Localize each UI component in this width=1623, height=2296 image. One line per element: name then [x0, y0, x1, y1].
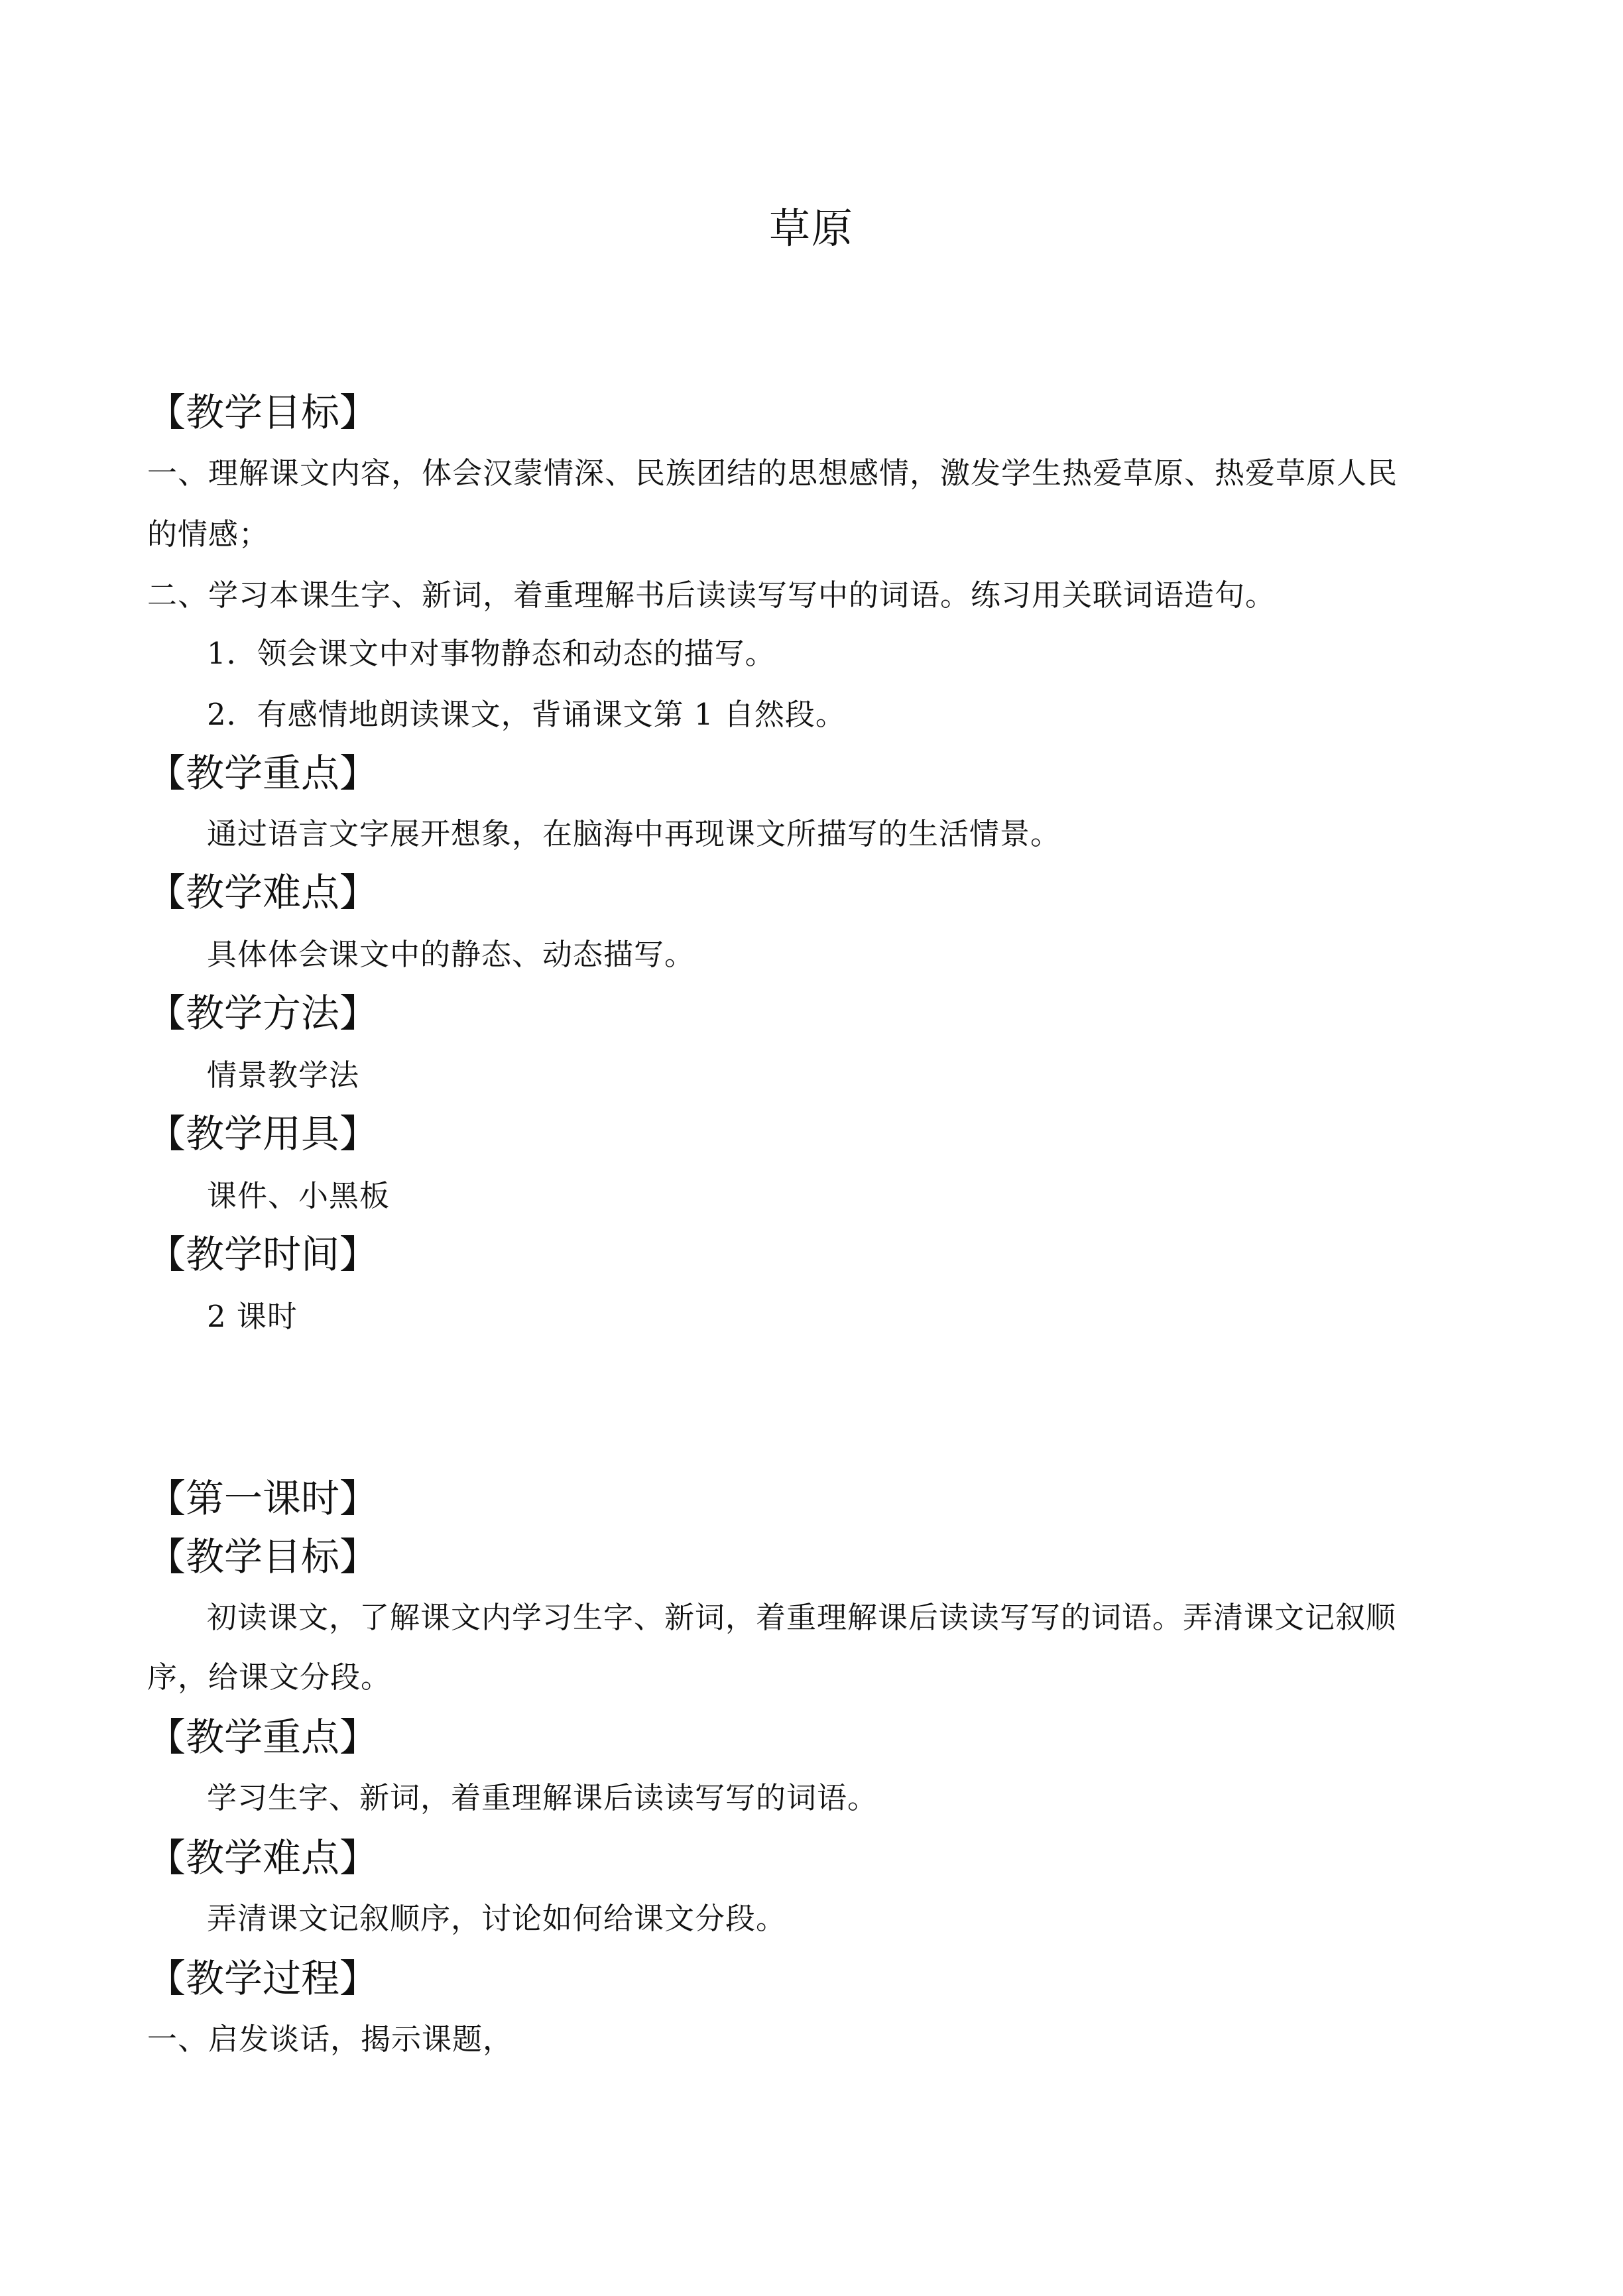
- teaching-time-text: 2 课时: [207, 1299, 298, 1334]
- lesson-one-goals-line-1: 初读课文，了解课文内学习生字、新词，着重理解课后读读写写的词语。弄清课文记叙顺: [207, 1600, 1397, 1635]
- goal-1-line-1: 一、理解课文内容，体会汉蒙情深、民族团结的思想感情，激发学生热爱草原、热爱草原人民: [147, 455, 1398, 491]
- teaching-focus-text: 通过语言文字展开想象，在脑海中再现课文所描写的生活情景。: [207, 816, 1061, 851]
- lesson-one-process-heading: 【教学过程】: [147, 1956, 379, 2001]
- lesson-one-focus-heading: 【教学重点】: [147, 1715, 379, 1760]
- section-heading-teaching-focus: 【教学重点】: [147, 751, 379, 796]
- lesson-one-process-step-1: 一、启发谈话，揭示课题，: [147, 2022, 514, 2057]
- teaching-tools-text: 课件、小黑板: [207, 1178, 391, 1213]
- document-title: 草原: [768, 204, 854, 253]
- lesson-one-heading: 【第一课时】: [147, 1476, 379, 1521]
- lesson-one-goals-heading: 【教学目标】: [147, 1534, 379, 1579]
- section-heading-teaching-time: 【教学时间】: [147, 1232, 379, 1277]
- teaching-method-text: 情景教学法: [207, 1057, 360, 1093]
- lesson-one-difficulty-text: 弄清课文记叙顺序，讨论如何给课文分段。: [207, 1901, 787, 1936]
- section-heading-teaching-method: 【教学方法】: [147, 991, 379, 1036]
- section-heading-teaching-difficulty: 【教学难点】: [147, 870, 379, 915]
- section-heading-teaching-tools: 【教学用具】: [147, 1111, 379, 1156]
- lesson-one-difficulty-heading: 【教学难点】: [147, 1835, 379, 1880]
- teaching-difficulty-text: 具体体会课文中的静态、动态描写。: [207, 937, 695, 972]
- lesson-one-focus-text: 学习生字、新词，着重理解课后读读写写的词语。: [207, 1780, 878, 1815]
- goal-2-item-2: 2．有感情地朗读课文，背诵课文第 1 自然段。: [207, 697, 846, 732]
- goal-1-line-2: 的情感；: [147, 516, 270, 552]
- section-heading-teaching-goals: 【教学目标】: [147, 390, 379, 435]
- goal-2-item-1: 1．领会课文中对事物静态和动态的描写。: [207, 636, 776, 671]
- goal-2: 二、学习本课生字、新词，着重理解书后读读写写中的词语。练习用关联词语造句。: [147, 577, 1276, 613]
- lesson-one-goals-line-2: 序，给课文分段。: [147, 1660, 392, 1695]
